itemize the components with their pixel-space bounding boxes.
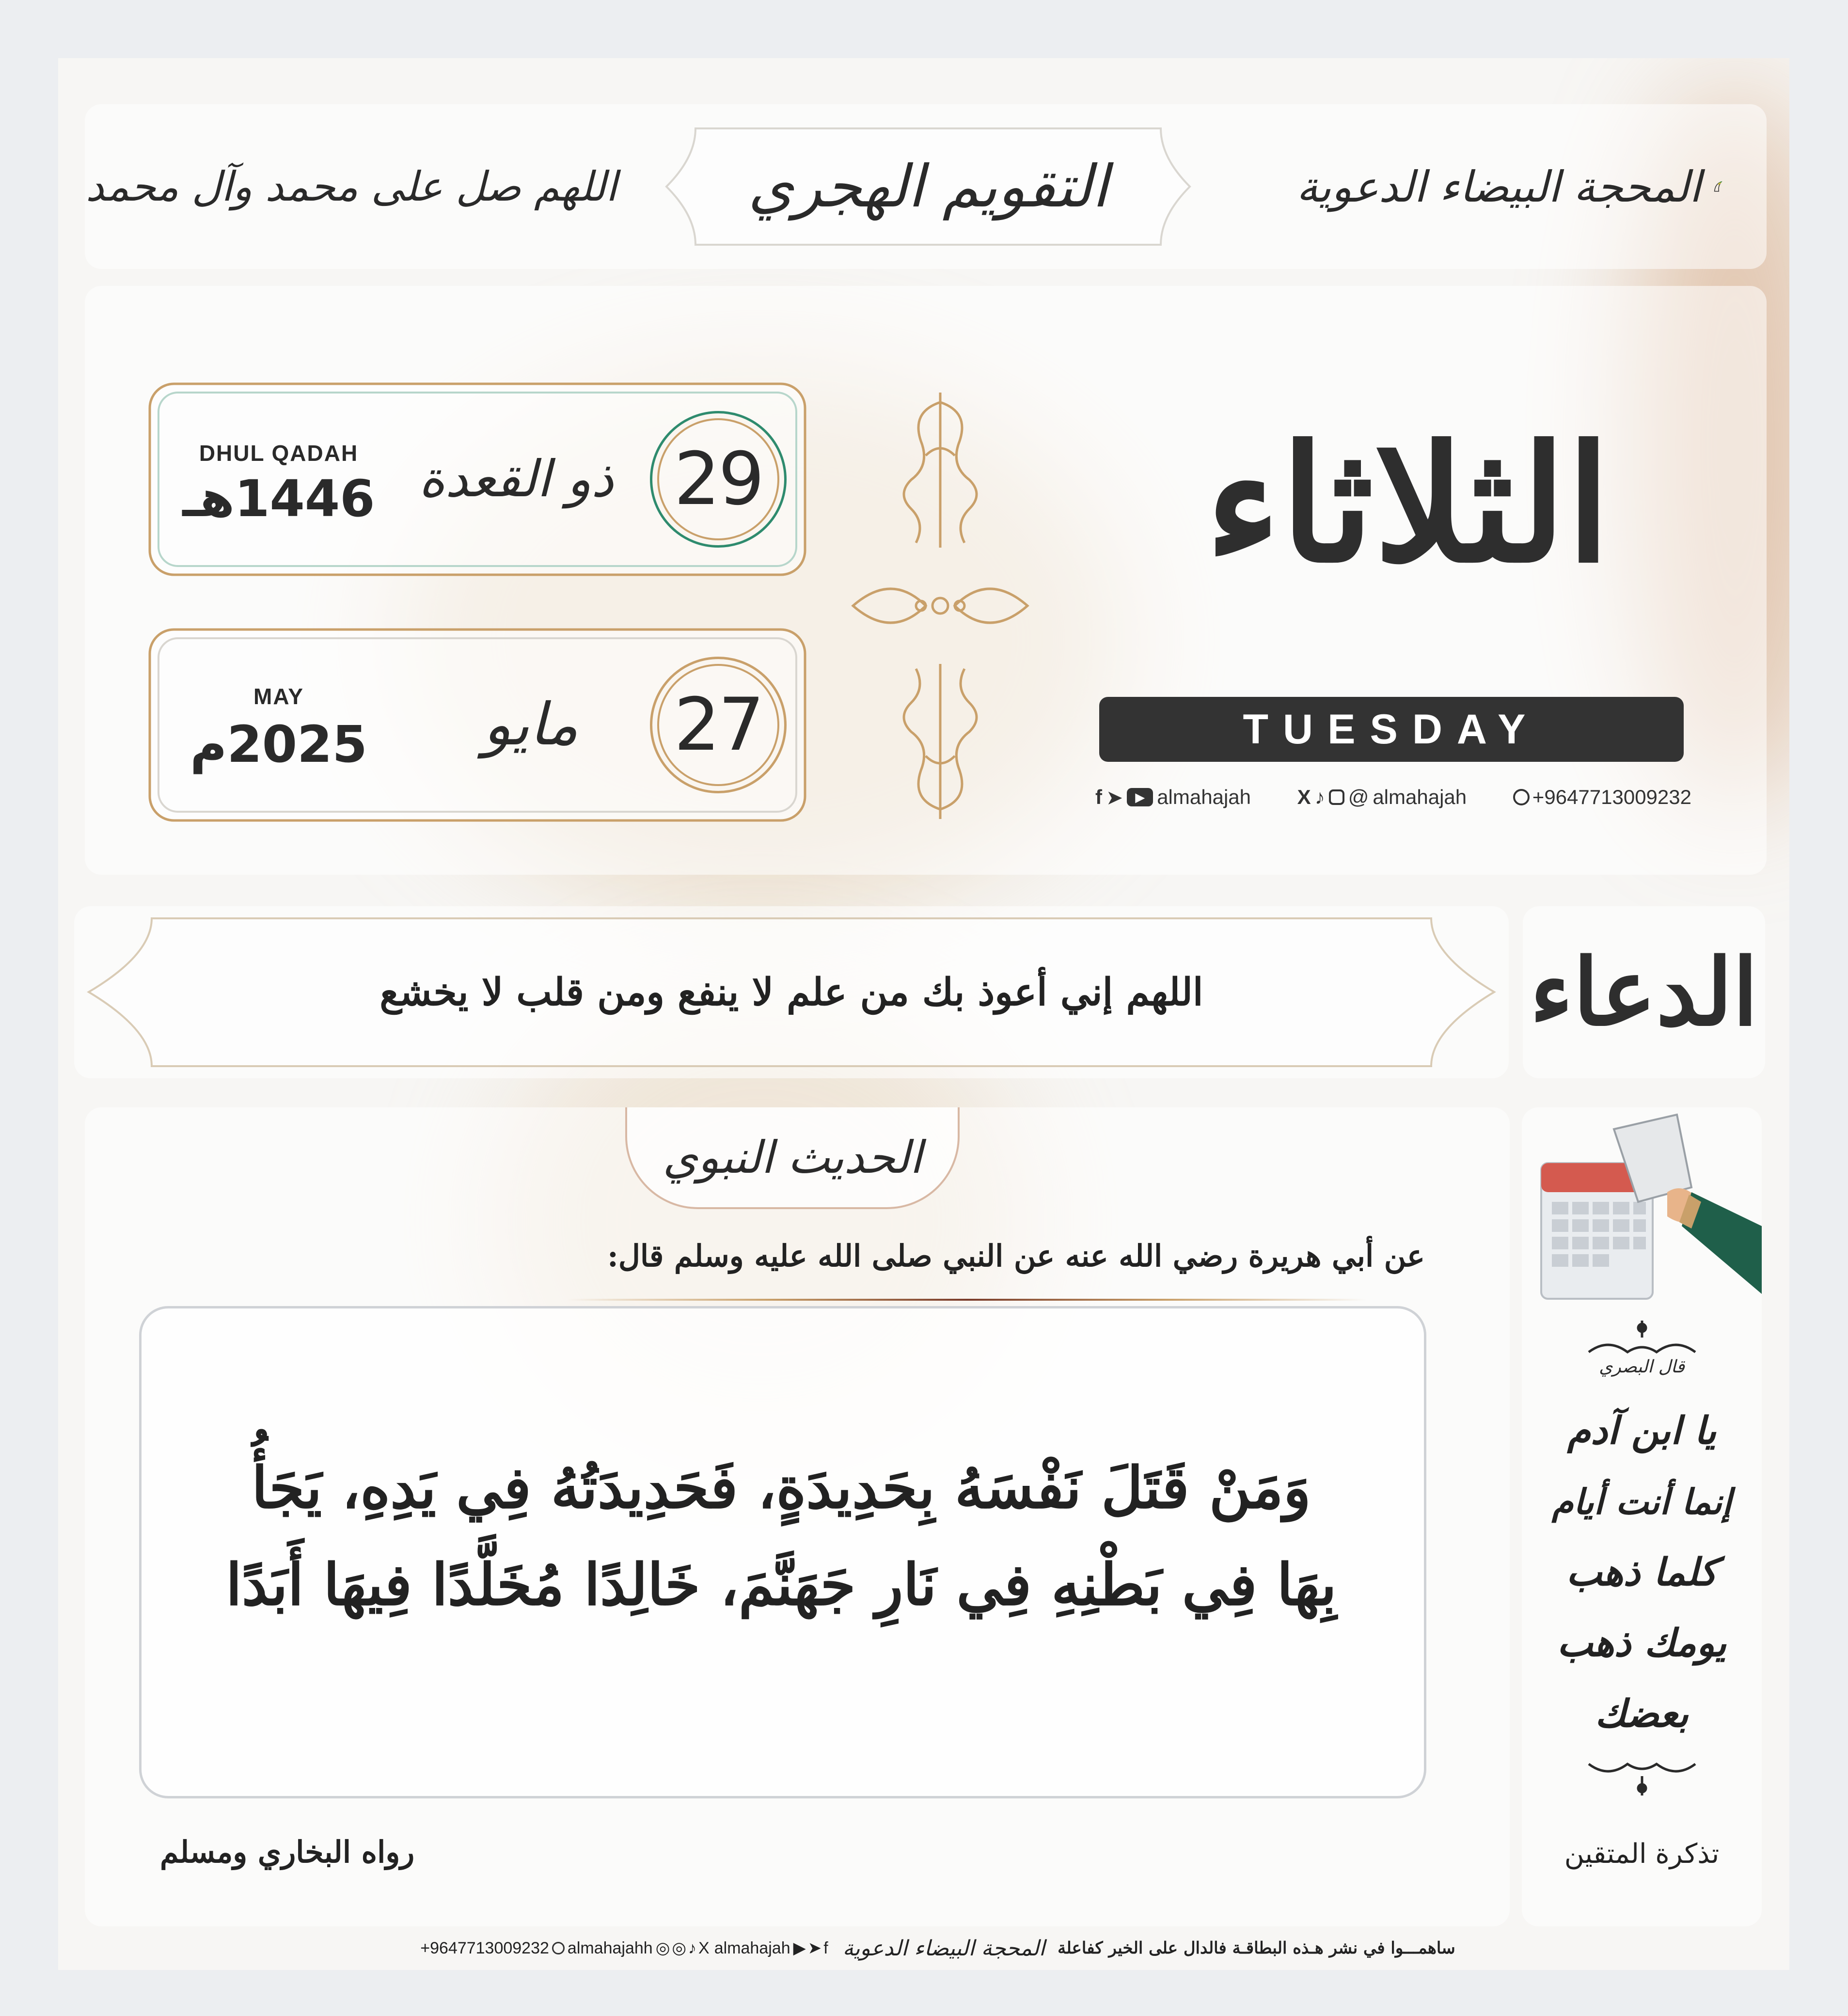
brand-block [1296, 133, 1723, 240]
footer-text: ساهمـــوا في نشر هـذه البطاقـة فالدال على الخير كفاعلة [1058, 1938, 1455, 1958]
dua-label: الدعاء [1530, 938, 1758, 1046]
hijri-month-en: DHUL QADAH [199, 441, 359, 466]
salawat-text: اللهم صل على محمد وآل محمد [85, 163, 617, 210]
footer-handle-2[interactable]: almahajahh [567, 1938, 653, 1957]
reminder-lines [1527, 1396, 1757, 1749]
hadith-label: الحديث النبوي [663, 1131, 922, 1183]
reminder-line-5: بعضك [1595, 1692, 1689, 1736]
hadith-intro: عن أبي هريرة رضي الله عنه عن النبي صلى الله عليه وسلم قال: [607, 1238, 1425, 1274]
calendar-hand-illustration [1522, 1110, 1762, 1313]
gregorian-date-box [148, 628, 807, 822]
dua-text: اللهم إني أعوذ بك من علم لا ينفع ومن قلب لا يخشع [379, 970, 1203, 1014]
hadith-line-1: وَمَنْ قَتَلَ نَفْسَهُ بِحَدِيدَةٍ، فَحَدِيدَتُهُ فِي يَدِهِ، يَجَأُ [252, 1454, 1311, 1521]
footer-whatsapp-icon[interactable] [552, 1942, 565, 1954]
reminder-line-1: يا ابن آدم [1567, 1409, 1717, 1453]
hijri-month-ar: ذو القعدة [418, 449, 614, 508]
brand-logo-icon [1713, 150, 1723, 223]
hadith-text-box [139, 1306, 1426, 1798]
instagram-icon[interactable] [1329, 789, 1344, 805]
social-handle-1[interactable]: almahajah [1157, 786, 1251, 808]
gregorian-month-ar: مايو [483, 691, 579, 758]
tiktok-icon[interactable]: ♪ [1314, 786, 1325, 808]
day-name-arabic: الثلاثاء [1205, 410, 1611, 598]
hijri-day-circle [650, 411, 787, 548]
youtube-icon[interactable]: ▶ [1127, 788, 1153, 806]
header-bar [85, 104, 1767, 269]
gregorian-day-circle [650, 657, 787, 793]
title-frame [662, 124, 1195, 250]
day-name-english: TUESDAY [1243, 706, 1540, 753]
dua-label-panel [1523, 906, 1765, 1078]
top-ornament-icon [1579, 1318, 1705, 1362]
gregorian-day: 27 [674, 683, 763, 767]
hadith-label-tab [625, 1107, 960, 1209]
ornament-divider-icon [843, 383, 1037, 829]
footer-brand: المحجة البيضاء الدعوية [842, 1936, 1045, 1961]
social-row [1095, 780, 1691, 814]
reminder-small-label: قال البصري [1599, 1357, 1685, 1377]
phone-number[interactable]: +9647713009232 [1532, 786, 1691, 808]
brand-name: المحجة البيضاء الدعوية [1296, 161, 1701, 212]
footer-handle-1[interactable]: almahajah [714, 1938, 790, 1957]
hadith-source: رواه البخاري ومسلم [160, 1834, 415, 1870]
footer-social-icons[interactable]: ◎◎♪X [655, 1939, 711, 1957]
footer-bar [349, 1934, 1527, 1963]
hadith-line-2: بِهَا فِي بَطْنِهِ فِي نَارِ جَهَنَّمَ، خَالِدًا مُخَلَّدًا فِيهَا أَبَدًا [226, 1551, 1337, 1618]
social-handle-2[interactable]: almahajah [1373, 786, 1467, 808]
whatsapp-icon[interactable] [1513, 789, 1530, 805]
footer-phone[interactable]: +9647713009232 [420, 1938, 549, 1957]
reminder-line-2: إنما أنت أيام [1551, 1481, 1732, 1522]
reminder-footer: تذكرة المتقين [1564, 1838, 1720, 1870]
telegram-icon[interactable]: ➤ [1106, 786, 1123, 809]
dua-panel [74, 906, 1509, 1078]
day-name-english-bar [1099, 697, 1684, 762]
page-title: التقويم الهجري [748, 153, 1108, 220]
x-icon[interactable]: X [1297, 786, 1311, 808]
hijri-day: 29 [674, 437, 763, 521]
bottom-ornament-icon [1579, 1754, 1705, 1798]
gregorian-year: 2025م [190, 715, 367, 774]
threads-icon[interactable]: @ [1348, 786, 1369, 808]
reminder-line-4: يومك ذهب [1557, 1621, 1727, 1665]
hadith-intro-underline [567, 1299, 1367, 1301]
hijri-year: 1446هـ [182, 469, 375, 528]
gregorian-month-en: MAY [253, 684, 304, 709]
reminder-line-3: كلما ذهب [1566, 1550, 1718, 1594]
footer-social-icons-2[interactable]: ▶➤f [793, 1939, 830, 1957]
hijri-date-box [148, 382, 807, 577]
calendar-card [58, 58, 1789, 1970]
facebook-icon[interactable]: f [1095, 786, 1102, 808]
